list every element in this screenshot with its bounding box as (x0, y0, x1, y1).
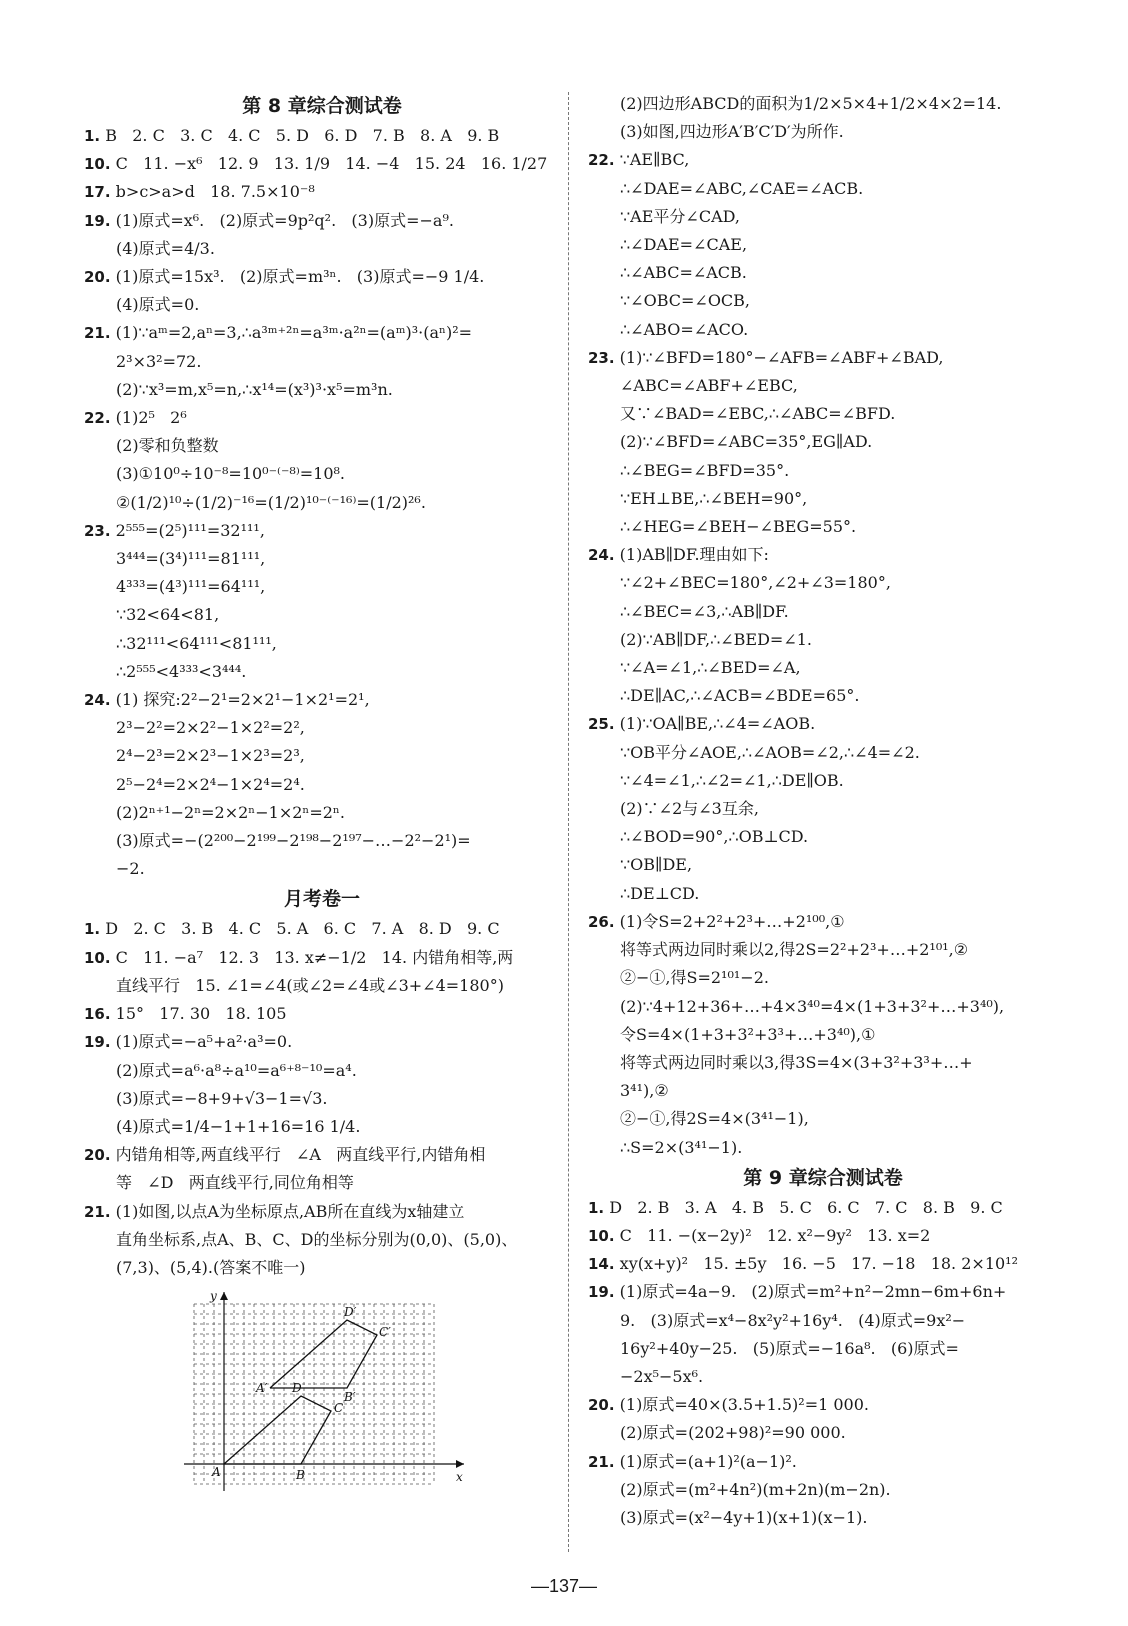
question-number: 17. (84, 183, 111, 202)
answer-line (588, 457, 1058, 485)
question-number: 20. (84, 1146, 111, 1165)
answer-block-continued (588, 90, 1058, 1162)
answer-line (588, 851, 1058, 879)
answer-line (588, 1278, 1058, 1306)
answer-text: ∴2⁵⁵⁵<4³³³<3⁴⁴⁴. (116, 661, 247, 681)
right-column (588, 90, 1058, 1532)
answer-text: ∵OB平分∠AOE,∴∠AOB=∠2,∴∠4=∠2. (620, 742, 920, 762)
answer-line (588, 626, 1058, 654)
answer-text: ∴DE⊥CD. (620, 883, 700, 903)
answer-text: ∴32¹¹¹<64¹¹¹<81¹¹¹, (116, 633, 277, 653)
answer-line (84, 827, 560, 855)
answer-line (588, 1194, 1058, 1222)
question-number: 23. (588, 348, 615, 367)
answer-line (588, 485, 1058, 513)
answer-line (588, 287, 1058, 315)
section-heading-ch9: 第 9 章综合测试卷 (743, 1166, 903, 1189)
answer-line (588, 739, 1058, 767)
answer-line (84, 630, 560, 658)
point-label-B: B (296, 1468, 305, 1483)
answer-text: (3)原式=(x²−4y+1)(x+1)(x−1). (620, 1507, 868, 1527)
answer-text: ∴DE∥AC,∴∠ACB=∠BDE=65°. (620, 686, 860, 706)
coordinate-graph (174, 1286, 474, 1496)
answer-text: D 2. C 3. B 4. C 5. A 6. C 7. A 8. D 9. C (100, 919, 500, 939)
answer-text: (1)∵OA∥BE,∴∠4=∠AOB. (614, 714, 816, 734)
point-label-B-prime: B′ (344, 1390, 356, 1405)
answer-text: ②−①,得S=2¹⁰¹−2. (620, 968, 769, 988)
answer-line (84, 1169, 560, 1197)
question-number: 1. (588, 1198, 605, 1217)
question-number: 21. (588, 1452, 615, 1471)
answer-line (84, 178, 560, 206)
answer-line (84, 122, 560, 150)
left-column (84, 90, 560, 1505)
answer-text: (1)2⁵ 2⁶ (110, 408, 187, 428)
answer-text: (2)∵AB∥DF,∴∠BED=∠1. (620, 629, 812, 649)
answer-text: 2⁴−2³=2×2³−1×2³=2³, (116, 746, 305, 766)
answer-text: (2)∵4+12+36+…+4×3⁴⁰=4×(1+3+3²+…+3⁴⁰), (620, 996, 1005, 1016)
answer-line (84, 291, 560, 319)
answer-line (588, 1222, 1058, 1250)
answer-text: ∴∠BEC=∠3,∴AB∥DF. (620, 601, 789, 621)
answer-text: ∵∠A=∠1,∴∠BED=∠A, (620, 658, 801, 678)
answer-line (84, 714, 560, 742)
answer-text: (7,3)、(5,4).(答案不唯一) (116, 1257, 306, 1277)
answer-line (84, 915, 560, 943)
answer-text: (2)∵∠2与∠3互余, (620, 799, 759, 819)
question-number: 10. (588, 1226, 615, 1245)
question-number: 10. (84, 948, 111, 967)
answer-line (588, 1021, 1058, 1049)
answer-text: 又∵∠BAD=∠EBC,∴∠ABC=∠BFD. (620, 404, 896, 424)
question-number: 23. (84, 521, 111, 540)
answer-text: −2x⁵−5x⁶. (620, 1366, 704, 1386)
answer-text: (1)原式=40×(3.5+1.5)²=1 000. (614, 1395, 869, 1415)
answer-text: 等 ∠D 两直线平行,同位角相等 (116, 1173, 354, 1193)
answer-text: ∵OB∥DE, (620, 855, 693, 875)
answer-line (588, 259, 1058, 287)
answer-text: ∵AE∥BC, (614, 150, 690, 170)
answer-text: C 11. −(x−2y)² 12. x²−9y² 13. x=2 (614, 1225, 931, 1245)
point-label-C: C (334, 1401, 344, 1416)
answer-text: ∴∠DAE=∠ABC,∠CAE=∠ACB. (620, 178, 864, 198)
answer-line (588, 1307, 1058, 1335)
answer-text: ∵∠4=∠1,∴∠2=∠1,∴DE∥OB. (620, 770, 844, 790)
answer-text: (1)∵∠BFD=180°−∠AFB=∠ABF+∠BAD, (614, 347, 944, 367)
answer-line (588, 823, 1058, 851)
answer-line (84, 404, 560, 432)
answer-text: (3)原式=−8+9+√3−1=√3. (116, 1088, 328, 1108)
point-label-A-prime: A′ (256, 1381, 268, 1396)
answer-text: (3)原式=−(2²⁰⁰−2¹⁹⁹−2¹⁹⁸−2¹⁹⁷−…−2²−2¹)= (116, 831, 471, 851)
answer-text: −2. (116, 859, 145, 879)
answer-text: (2)原式=(202+98)²=90 000. (620, 1423, 846, 1443)
answer-line (588, 993, 1058, 1021)
answer-text: B 2. C 3. C 4. C 5. D 6. D 7. B 8. A 9. B (100, 126, 500, 145)
question-number: 16. (84, 1005, 111, 1024)
answer-text: 2³×3²=72. (116, 351, 202, 371)
answer-text: ∴∠ABO=∠ACO. (620, 319, 749, 339)
answer-line (588, 372, 1058, 400)
answer-text: ∴S=2×(3⁴¹−1). (620, 1137, 743, 1157)
answer-line (84, 235, 560, 263)
answer-line (588, 541, 1058, 569)
section-heading-ch8: 第 8 章综合测试卷 (242, 95, 402, 117)
question-number: 24. (84, 691, 111, 710)
answer-text: 15° 17. 30 18. 105 (110, 1004, 287, 1024)
answer-line (84, 601, 560, 629)
answer-text: 2⁵−2⁴=2×2⁴−1×2⁴=2⁴. (116, 774, 305, 794)
answer-text: ∴∠BEG=∠BFD=35°. (620, 460, 790, 480)
question-number: 1. (84, 920, 101, 939)
answer-line (588, 1476, 1058, 1504)
answer-line (84, 489, 560, 517)
answer-text: ②(1/2)¹⁰÷(1/2)⁻¹⁶=(1/2)¹⁰⁻⁽⁻¹⁶⁾=(1/2)²⁶. (116, 492, 426, 512)
question-number: 21. (84, 324, 111, 343)
answer-text: (2)∵x³=m,x⁵=n,∴x¹⁴=(x³)³·x⁵=m³n. (116, 379, 393, 399)
answer-text: (2)原式=(m²+4n²)(m+2n)(m−2n). (620, 1479, 891, 1499)
answer-block-monthly-test (84, 915, 560, 1282)
question-number: 20. (84, 268, 111, 287)
answer-text: 3⁴⁴⁴=(3⁴)¹¹¹=81¹¹¹, (116, 549, 266, 569)
question-number: 21. (84, 1202, 111, 1221)
section-heading-monthly-test: 月考卷一 (283, 888, 360, 911)
answer-text: 直角坐标系,点A、B、C、D的坐标分别为(0,0)、(5,0)、 (116, 1229, 518, 1249)
answer-line (84, 1000, 560, 1028)
answer-text: ∵EH⊥BE,∴∠BEH=90°, (620, 488, 808, 508)
answer-line (84, 799, 560, 827)
answer-line (588, 175, 1058, 203)
answer-line (84, 460, 560, 488)
answer-text: (2)原式=a⁶·a⁸÷a¹⁰=a⁶⁺⁸⁻¹⁰=a⁴. (116, 1060, 357, 1080)
answer-text: ∵32<64<81, (116, 605, 220, 625)
answer-text: (1)原式=(a+1)²(a−1)². (614, 1451, 797, 1471)
answer-line (588, 767, 1058, 795)
column-divider (568, 92, 569, 1552)
answer-line (588, 428, 1058, 456)
answer-line (588, 513, 1058, 541)
answer-line (588, 1105, 1058, 1133)
answer-line (588, 1049, 1058, 1077)
answer-line (588, 682, 1058, 710)
answer-text: (2)∵∠BFD=∠ABC=35°,EG∥AD. (620, 432, 873, 452)
answer-text: (1)AB∥DF.理由如下: (614, 545, 769, 565)
answer-text: b>c>a>d 18. 7.5×10⁻⁸ (110, 182, 315, 202)
question-number: 19. (588, 1283, 615, 1302)
question-number: 22. (588, 151, 615, 170)
answer-text: (1) 探究:2²−2¹=2×2¹−1×2¹=2¹, (110, 690, 370, 710)
answer-text: ∴∠BOD=90°,∴OB⊥CD. (620, 827, 809, 847)
answer-text: (4)原式=4/3. (116, 238, 215, 258)
answer-line (84, 376, 560, 404)
question-number: 10. (84, 155, 111, 174)
answer-line (588, 1335, 1058, 1363)
question-number: 24. (588, 546, 615, 565)
question-number: 1. (84, 127, 101, 145)
answer-line (84, 972, 560, 1000)
point-label-A: A (212, 1465, 221, 1480)
point-label-C-prime: C′ (379, 1325, 391, 1340)
answer-text: ②−①,得2S=4×(3⁴¹−1), (620, 1109, 809, 1129)
answer-text: 2³−2²=2×2²−1×2²=2², (116, 718, 305, 738)
answer-line (588, 569, 1058, 597)
answer-line (84, 855, 560, 883)
answer-line (588, 598, 1058, 626)
answer-text: (3)如图,四边形A′B′C′D′为所作. (620, 122, 844, 142)
answer-line (84, 348, 560, 376)
answer-text: xy(x+y)² 15. ±5y 16. −5 17. −18 18. 2×10¹² (614, 1254, 1018, 1274)
answer-line (84, 1226, 560, 1254)
answer-text: 直线平行 15. ∠1=∠4(或∠2=∠4或∠3+∠4=180°) (116, 975, 504, 995)
answer-text: ∴∠ABC=∠ACB. (620, 263, 747, 283)
answer-line (84, 1085, 560, 1113)
answer-line (84, 545, 560, 573)
answer-line (84, 1198, 560, 1226)
axis-label-y: y (210, 1289, 217, 1304)
answer-text: (4)原式=0. (116, 295, 200, 315)
answer-line (588, 936, 1058, 964)
question-number: 22. (84, 409, 111, 428)
answer-text: 将等式两边同时乘以2,得2S=2²+2³+…+2¹⁰¹,② (620, 940, 969, 960)
answer-text: ∵∠2+∠BEC=180°,∠2+∠3=180°, (620, 573, 891, 593)
question-number: 19. (84, 1033, 111, 1052)
answer-text: ∴∠DAE=∠CAE, (620, 235, 748, 255)
answer-line (588, 1134, 1058, 1162)
answer-line (588, 146, 1058, 174)
answer-text: 3⁴¹),② (620, 1081, 669, 1101)
point-label-D-prime: D′ (344, 1305, 357, 1320)
answer-text: (1)如图,以点A为坐标原点,AB所在直线为x轴建立 (110, 1201, 465, 1221)
answer-line (84, 573, 560, 601)
answer-line (588, 1504, 1058, 1532)
answer-text: (1)原式=x⁶. (2)原式=9p²q². (3)原式=−a⁹. (110, 210, 454, 230)
answer-text: 2⁵⁵⁵=(2⁵)¹¹¹=32¹¹¹, (110, 520, 265, 540)
answer-line (84, 771, 560, 799)
answer-line (84, 517, 560, 545)
answer-text: ∵∠OBC=∠OCB, (620, 291, 751, 311)
answer-text: 内错角相等,两直线平行 ∠A 两直线平行,内错角相 (110, 1145, 486, 1165)
answer-line (588, 908, 1058, 936)
answer-line (588, 710, 1058, 738)
answer-text: (4)原式=1/4−1+1+16=16 1/4. (116, 1116, 361, 1136)
question-number: 20. (588, 1396, 615, 1415)
answer-text: (1)原式=−a⁵+a²·a³=0. (110, 1032, 293, 1052)
answer-line (588, 654, 1058, 682)
answer-line (588, 1419, 1058, 1447)
answer-line (84, 1254, 560, 1282)
answer-text: ∠ABC=∠ABF+∠EBC, (620, 376, 798, 396)
answer-line (84, 1028, 560, 1056)
answer-line (84, 1057, 560, 1085)
answer-line (588, 1077, 1058, 1105)
answer-line (588, 231, 1058, 259)
answer-line (588, 964, 1058, 992)
answer-text: C 11. −x⁶ 12. 9 13. 1/9 14. −4 15. 24 16. 1/27 (110, 154, 548, 174)
answer-line (84, 1113, 560, 1141)
answer-text: 将等式两边同时乘以3,得3S=4×(3+3²+3³+…+ (620, 1052, 973, 1072)
answer-line (84, 658, 560, 686)
answer-text: 4³³³=(4³)¹¹¹=64¹¹¹, (116, 577, 266, 597)
answer-text: ∴∠HEG=∠BEH−∠BEG=55°. (620, 517, 857, 537)
answer-text: C 11. −a⁷ 12. 3 13. x≠−1/2 14. 内错角相等,两 (110, 947, 514, 967)
answer-text: (2)四边形ABCD的面积为1/2×5×4+1/2×4×2=14. (620, 94, 1002, 113)
answer-line (588, 344, 1058, 372)
question-number: 25. (588, 715, 615, 734)
answer-line (84, 263, 560, 291)
answer-line (588, 90, 1058, 118)
answer-line (588, 203, 1058, 231)
answer-line (84, 944, 560, 972)
axis-label-x: x (456, 1470, 463, 1485)
answer-line (84, 742, 560, 770)
answer-line (84, 432, 560, 460)
page-number: —137— (530, 1576, 598, 1596)
answer-line (588, 795, 1058, 823)
answer-text: (1)原式=15x³. (2)原式=m³ⁿ. (3)原式=−9 1/4. (110, 267, 485, 287)
answer-text: 9. (3)原式=x⁴−8x²y²+16y⁴. (4)原式=9x²− (620, 1310, 966, 1330)
answer-text: (1)原式=4a−9. (2)原式=m²+n²−2mn−6m+6n+ (614, 1282, 1007, 1302)
answer-line (588, 1391, 1058, 1419)
answer-line (84, 1141, 560, 1169)
answer-line (588, 1363, 1058, 1391)
point-label-D: D (292, 1381, 302, 1396)
answer-text: (2)零和负整数 (116, 436, 219, 456)
answer-line (588, 880, 1058, 908)
answer-text: 16y²+40y−25. (5)原式=−16a⁸. (6)原式= (620, 1338, 959, 1358)
answer-line (84, 150, 560, 178)
answer-line (588, 118, 1058, 146)
answer-text: (3)①10⁰÷10⁻⁸=10⁰⁻⁽⁻⁸⁾=10⁸. (116, 464, 346, 484)
answer-text: (1)∵aᵐ=2,aⁿ=3,∴a³ᵐ⁺²ⁿ=a³ᵐ·a²ⁿ=(aᵐ)³·(aⁿ)²= (110, 323, 473, 343)
answer-text: (2)2ⁿ⁺¹−2ⁿ=2×2ⁿ−1×2ⁿ=2ⁿ. (116, 802, 345, 822)
answer-text: (1)令S=2+2²+2³+…+2¹⁰⁰,① (614, 911, 845, 931)
answer-line (588, 1250, 1058, 1278)
answer-line (84, 319, 560, 347)
question-number: 14. (588, 1255, 615, 1274)
answer-text: 令S=4×(1+3+3²+3³+…+3⁴⁰),① (620, 1024, 876, 1044)
answer-line (84, 207, 560, 235)
answer-line (588, 1448, 1058, 1476)
question-number: 26. (588, 912, 615, 931)
answer-block-ch8 (84, 122, 560, 883)
answer-line (588, 316, 1058, 344)
question-number: 19. (84, 211, 111, 230)
answer-block-ch9 (588, 1194, 1058, 1532)
answer-line (84, 686, 560, 714)
answer-text: D 2. B 3. A 4. B 5. C 6. C 7. C 8. B 9. C (604, 1197, 1003, 1217)
answer-text: ∵AE平分∠CAD, (620, 206, 740, 226)
answer-line (588, 400, 1058, 428)
